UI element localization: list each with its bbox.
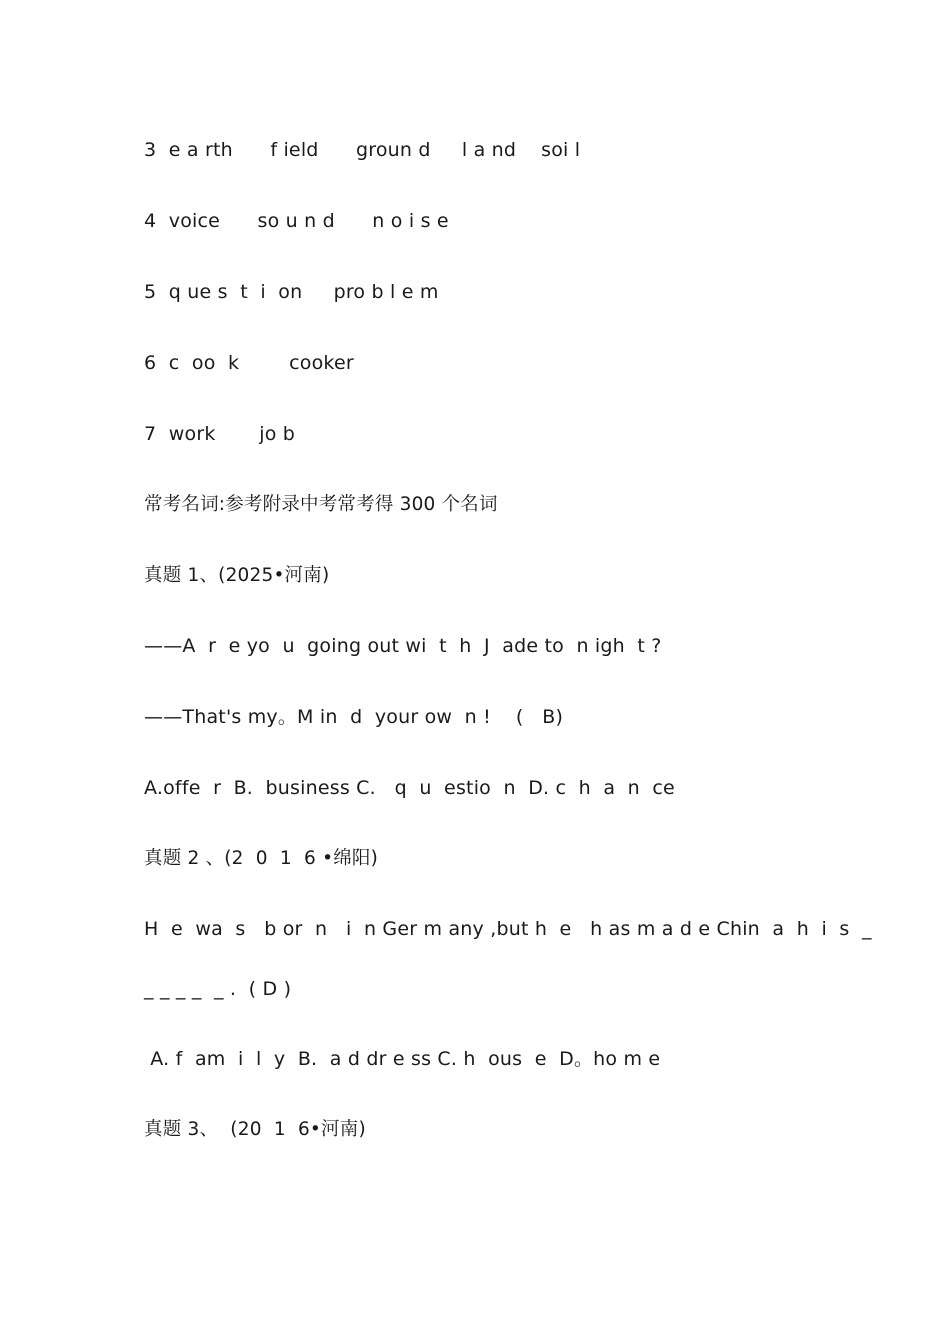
- question-1-dialogue-line-1: ——A r e yo u going out wi t h J ade to n igh t ?: [144, 635, 662, 657]
- question-1-options: A.offe r B. business C. q u estio n D. c h a n ce: [144, 777, 675, 799]
- vocab-line-question: 5 q ue s t i on pro b l e m: [144, 281, 439, 303]
- question-2-stem-line-1: H e wa s b or n i n Ger m any ,but h e h as m a d e Chin a h i s _: [144, 918, 872, 940]
- vocab-line-voice: 4 voice so u n d n o i s e: [144, 210, 449, 232]
- common-nouns-note: 常考名词:参考附录中考常考得 300 个名词: [144, 494, 498, 515]
- question-2-options: A. f am i l y B. a d dr e ss C. h ous e D。ho m e: [144, 1048, 661, 1070]
- question-1-dialogue-line-2: ——That's my。M in d your ow n ! ( B): [144, 706, 564, 728]
- exam-question-1-heading: 真题 1、(2025•河南): [144, 565, 330, 586]
- exam-question-3-heading: 真题 3、 (20 1 6•河南): [144, 1119, 366, 1140]
- vocab-line-cook: 6 c oo k cooker: [144, 352, 354, 374]
- exam-question-2-heading: 真题 2 、(2 0 1 6 •绵阳): [144, 848, 379, 869]
- question-2-stem-line-2: _ _ _ _ _ . ( D ): [144, 978, 292, 1000]
- vocab-line-work: 7 work jo b: [144, 423, 296, 445]
- vocab-line-earth: 3 e a rth f ield groun d l a nd soi l: [144, 139, 581, 161]
